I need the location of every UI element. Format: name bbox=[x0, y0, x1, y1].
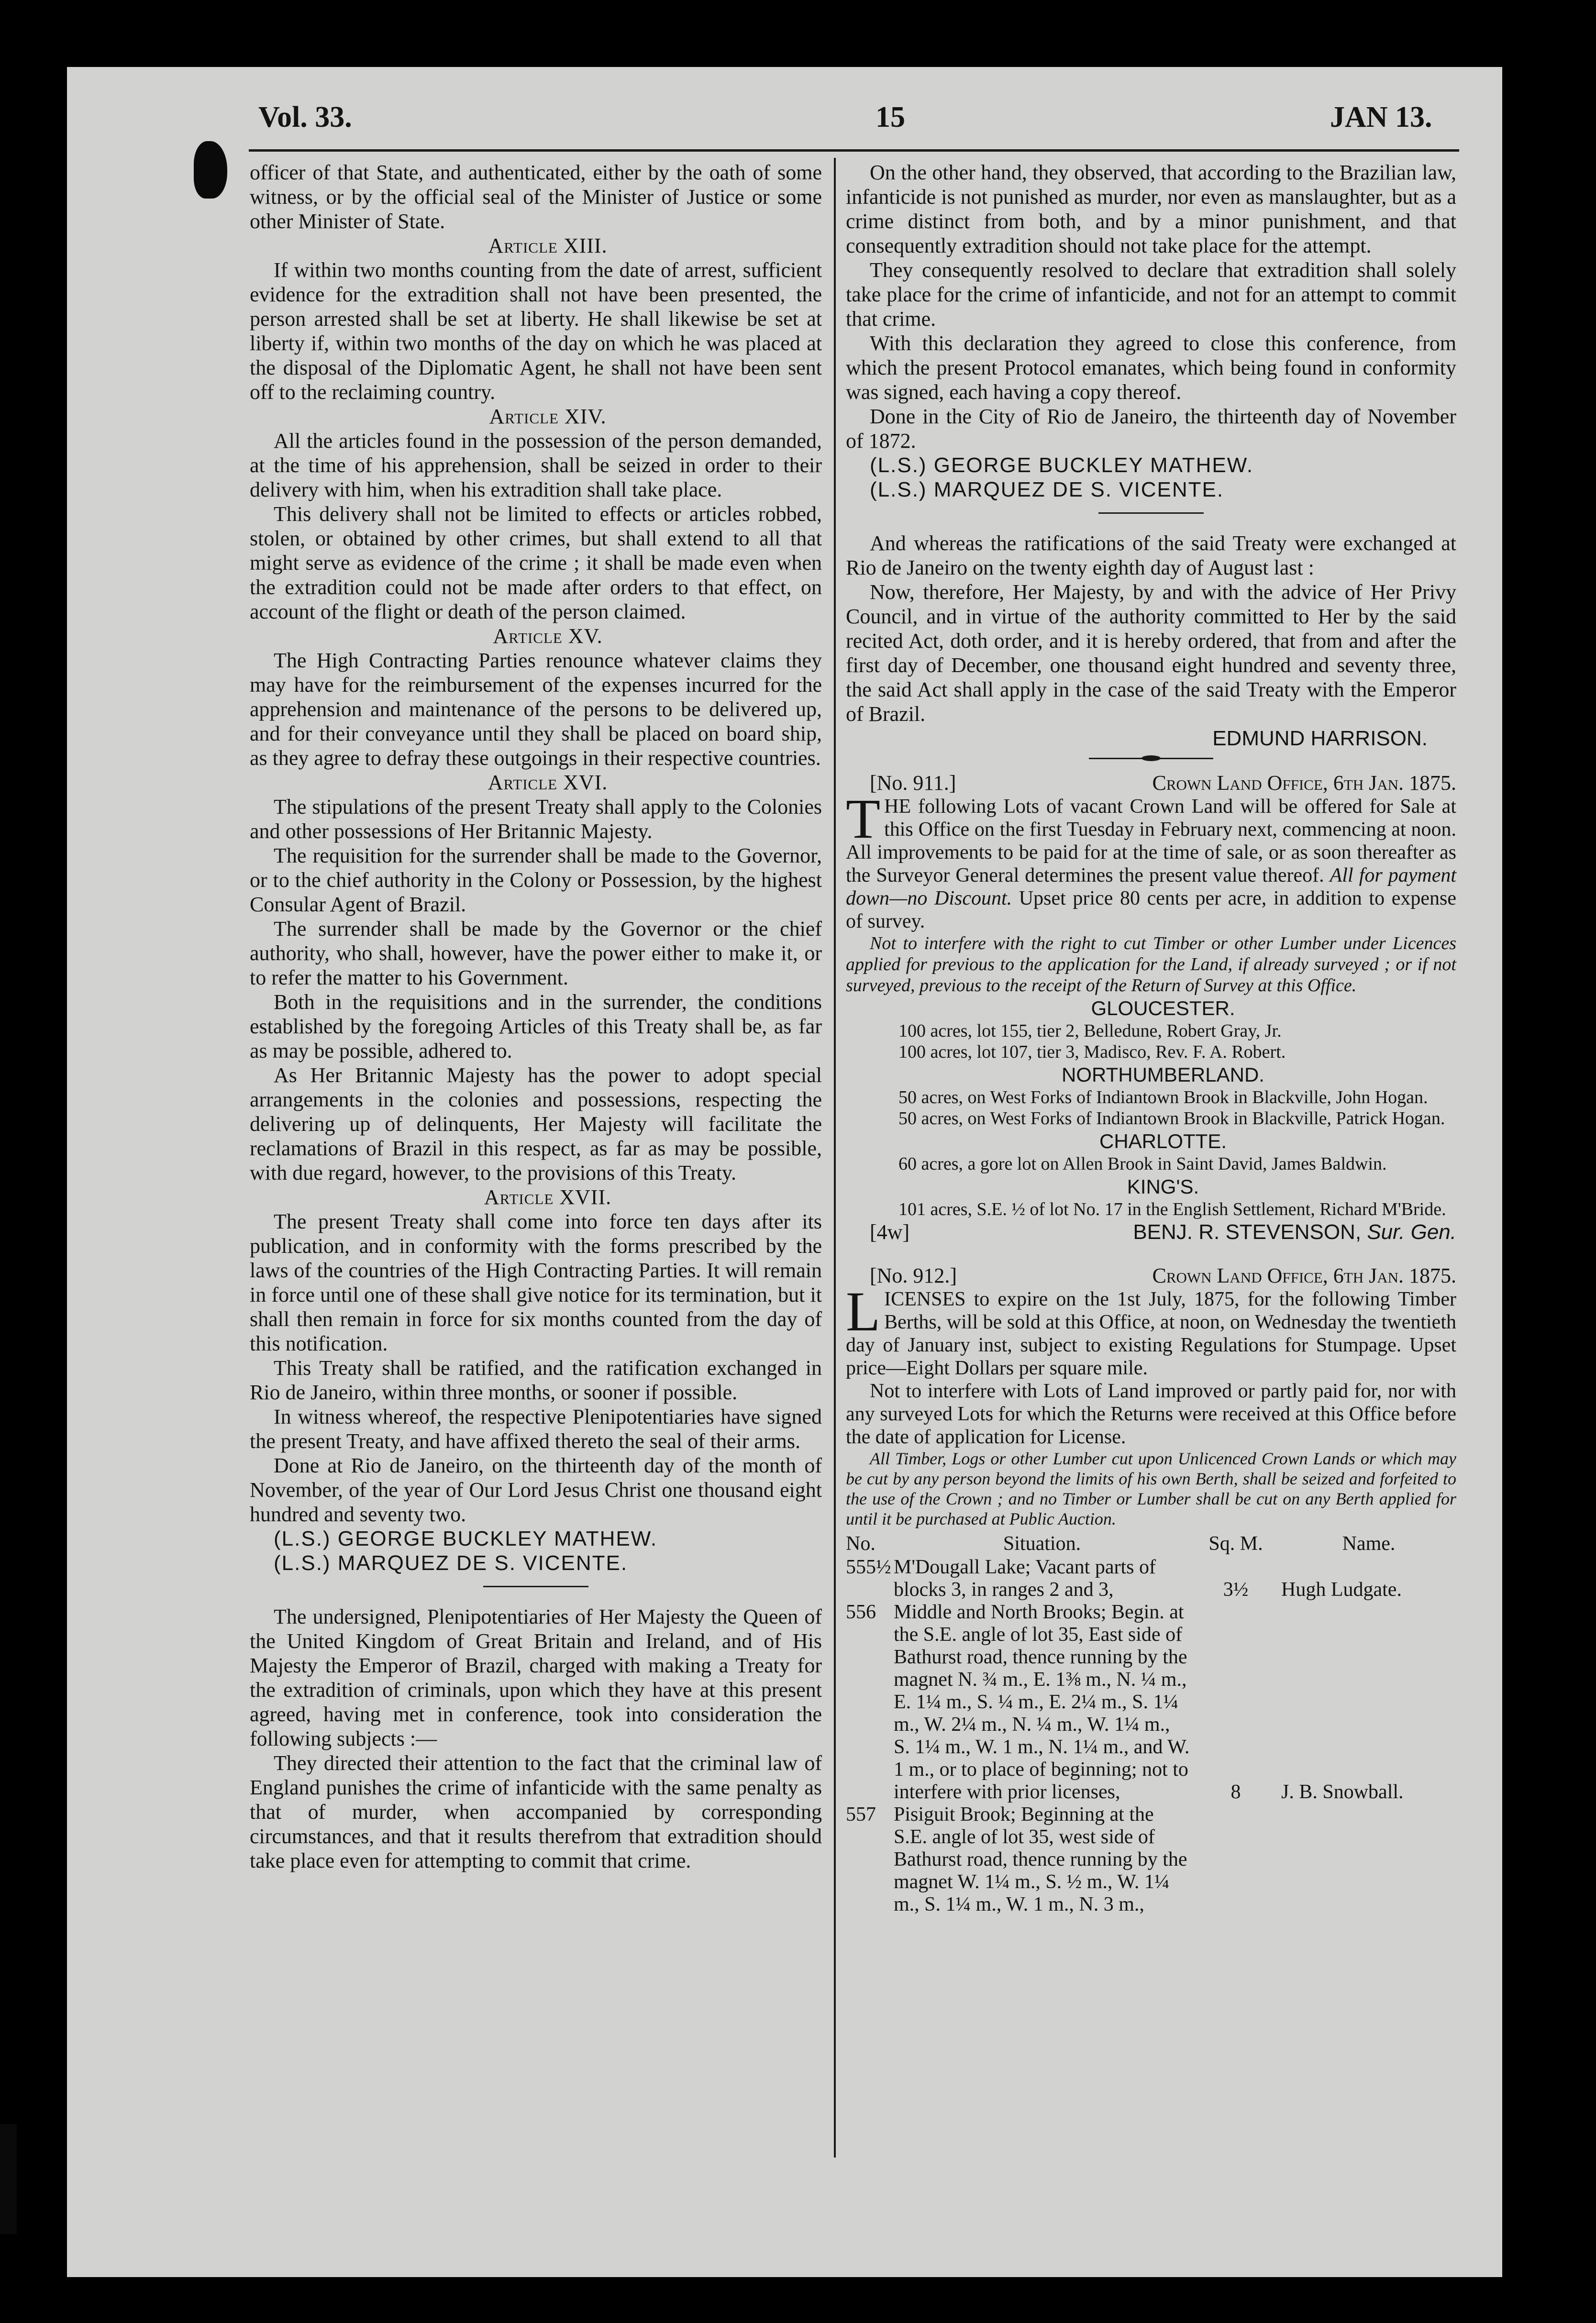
drop-capital: T bbox=[846, 787, 881, 850]
lot-entry: 50 acres, on West Forks of Indiantown Brook in Blackville, John Hogan. bbox=[898, 1087, 1428, 1107]
notice-body bbox=[846, 787, 1457, 933]
berth-name: J. B. Snowball. bbox=[1281, 1781, 1404, 1803]
notice-signature bbox=[846, 1220, 1456, 1244]
section-separator bbox=[1098, 512, 1204, 514]
table-row bbox=[846, 1556, 1456, 1601]
treaty-text: As Her Britannic Majesty has the power to adopt special arrangements in the colonies and possessions, respecting the delivering up of delinquents, Her Majesty will facilitate the reclamations of Brazil in this respect, as far as may be possible, with due regard, however, to the provisions of this Treaty. bbox=[250, 1063, 822, 1184]
header-rule bbox=[249, 149, 1459, 152]
notice-note: Not to interfere with the right to cut Timber or other Lumber under Licences applied for previous to the application for the Land, if already surveyed ; or if not surveyed, previous to the receipt of the Return of Survey at this Office. bbox=[846, 933, 1456, 996]
order-text: And whereas the ratifications of the said Treaty were exchanged at Rio de Janeiro on the twenty eighth day of August last : bbox=[846, 531, 1456, 579]
notice-tag: [4w] bbox=[870, 1220, 910, 1244]
page-header bbox=[258, 100, 1454, 148]
berth-name: Hugh Ludgate. bbox=[1281, 1579, 1402, 1601]
signatory: (L.S.) GEORGE BUCKLEY MATHEW. bbox=[274, 1527, 658, 1550]
protocol-text: They consequently resolved to declare that extradition shall solely take place for the crime of infanticide, and not for an attempt to commit that crime. bbox=[846, 258, 1456, 331]
notice-office: Crown Land Office, 6th Jan. 1875. bbox=[1152, 771, 1456, 795]
article-heading: Article XVII. bbox=[484, 1185, 612, 1209]
county-heading: NORTHUMBERLAND. bbox=[1062, 1063, 1264, 1086]
notice-number: [No. 912.] bbox=[870, 1264, 957, 1287]
article-heading: Article XVI. bbox=[488, 771, 608, 794]
notice-body-italic: All for payment down—no Discount. bbox=[846, 864, 1456, 909]
signature-block bbox=[1109, 1220, 1456, 1244]
notice-body bbox=[846, 1280, 1456, 1380]
section-separator bbox=[483, 1586, 588, 1587]
newspaper-page bbox=[67, 67, 1502, 2277]
page-number: 15 bbox=[876, 101, 905, 133]
notice-header bbox=[846, 771, 1456, 795]
berth-name bbox=[1281, 1803, 1456, 1916]
lot-entry: 60 acres, a gore lot on Allen Brook in Saint David, James Baldwin. bbox=[898, 1154, 1387, 1174]
lot-entry: 50 acres, on West Forks of Indiantown Brook in Blackville, Patrick Hogan. bbox=[898, 1108, 1445, 1128]
notice-number: [No. 911.] bbox=[870, 771, 956, 795]
treaty-text: If within two months counting from the date of arrest, sufficient evidence for the extradition shall not have been presented, the person arrested shall be set at liberty. He shall likewise be set at liberty if, within two months of the day on which he was placed at the disposal of the Diplomatic Agent, he shall not have been sent off to the reclaiming country. bbox=[250, 258, 822, 404]
issue-date: JAN 13. bbox=[1330, 101, 1432, 133]
treaty-text: This delivery shall not be limited to effects or articles robbed, stolen, or obtained by other crimes, but shall extend to all that might serve as evidence of the crime ; it shall be made even when the extradition could not be made after orders to that effect, on account of the flight or death of the person claimed. bbox=[250, 502, 822, 623]
col-no: No. bbox=[846, 1533, 876, 1555]
notice-office: Crown Land Office, 6th Jan. 1875. bbox=[1152, 1264, 1456, 1287]
treaty-text: The stipulations of the present Treaty shall apply to the Colonies and other possessions of Her Britannic Majesty. bbox=[250, 795, 822, 843]
berth-situation: Pisiguit Brook; Beginning at the S.E. angle of lot 35, west side of Bathurst road, thence running by the magnet W. 1¼ m., S. ½ m., W. 1¼ m., S. 1¼ m., W. 1 m., N. 3 m., bbox=[894, 1803, 1187, 1915]
treaty-text: The present Treaty shall come into force ten days after its publication, and in conformity with the forms prescribed by the laws of the countries of the High Contracting Parties. It will remain in force until one of these shall give notice for its termination, but it shall then remain in force for six months counted from the day of this notification. bbox=[250, 1210, 822, 1355]
treaty-text: All the articles found in the possession of the person demanded, at the time of his apprehension, shall be seized in order to their delivery with him, when his extradition shall take place. bbox=[250, 429, 822, 501]
notice-header bbox=[846, 1263, 1456, 1288]
county-heading: CHARLOTTE. bbox=[1099, 1130, 1227, 1152]
volume-label: Vol. 33. bbox=[258, 101, 352, 133]
col-situation: Situation. bbox=[1003, 1533, 1081, 1555]
order-text: Now, therefore, Her Majesty, by and with the advice of Her Privy Council, and in virtue of the authority committed to Her by the said recited Act, doth order, and it is hereby ordered, that from and after the first day of December, one thousand eight hundred and seventy three, the said Act shall apply in the case of the said Treaty with the Emperor of Brazil. bbox=[846, 580, 1456, 726]
treaty-text: The surrender shall be made by the Governor or the chief authority, who shall, however, have the power either to make it, or to refer the matter to his Government. bbox=[250, 917, 822, 989]
col-sqm: Sq. M. bbox=[1208, 1533, 1263, 1555]
signatory: (L.S.) MARQUEZ DE S. VICENTE. bbox=[870, 478, 1224, 501]
protocol-text: They directed their attention to the fact that the criminal law of England punishes the crime of infanticide with the same penalty as that of murder, when accompanied by corresponding circumstances, and that it results therefrom that extradition should take place even for attempting to commit that crime. bbox=[250, 1751, 822, 1872]
berth-table-header bbox=[846, 1532, 1456, 1556]
col-name: Name. bbox=[1342, 1533, 1396, 1555]
treaty-text: In witness whereof, the respective Plenipotentiaries have signed the present Treaty, and have affixed thereto the seal of their arms. bbox=[250, 1405, 822, 1453]
right-column bbox=[846, 160, 1456, 1916]
signer-name: BENJ. R. STEVENSON, bbox=[1133, 1220, 1362, 1244]
scan-edge-mark bbox=[0, 2124, 17, 2234]
treaty-text: officer of that State, and authenticated, either by the oath of some witness, or by the official seal of the Minister of Justice or some other Minister of State. bbox=[250, 161, 822, 233]
signer-title: Sur. Gen. bbox=[1367, 1220, 1456, 1244]
treaty-text: Both in the requisitions and in the surrender, the conditions established by the foregoing Articles of this Treaty shall be, as far as may be possible, adhered to. bbox=[250, 990, 822, 1062]
notice-body-text: HE following Lots of vacant Crown Land will be offered for Sale at this Office on the first Tuesday in February next, commencing at noon. All improvements to be paid for at the time of sale, or as soon thereafter as the Surveyor General determines the present value thereof. bbox=[846, 796, 1456, 886]
order-signer: EDMUND HARRISON. bbox=[1212, 727, 1428, 750]
berth-situation: M'Dougall Lake; Vacant parts of blocks 3, in ranges 2 and 3, bbox=[894, 1556, 1156, 1601]
berth-no: 557 bbox=[846, 1803, 876, 1825]
notice-body-text: ICENSES to expire on the 1st July, 1875, for the following Timber Berths, will be sold at this Office, at noon, on Wednesday the twentieth day of January inst, subject to existing Regulations for Stumpage. Upset price—Eight Dollars per square mile. bbox=[846, 1288, 1456, 1379]
article-heading: Article XIII. bbox=[488, 234, 608, 257]
article-heading: Article XV. bbox=[493, 624, 603, 648]
notice-note: All Timber, Logs or other Lumber cut upon Unlicenced Crown Lands or which may be cut by any person beyond the limits of his own Berth, shall be seized and forfeited to the use of the Crown ; and no Timber or Lumber shall be cut on any Berth applied for until it be purchased at Public Auction. bbox=[846, 1449, 1456, 1528]
county-heading: GLOUCESTER. bbox=[1091, 997, 1235, 1019]
lot-entry: 100 acres, lot 155, tier 2, Belledune, Robert Gray, Jr. bbox=[898, 1021, 1282, 1041]
protocol-text: Done in the City of Rio de Janeiro, the thirteenth day of November of 1872. bbox=[846, 405, 1456, 453]
signatory: (L.S.) MARQUEZ DE S. VICENTE. bbox=[274, 1551, 628, 1575]
lot-entry: 101 acres, S.E. ½ of lot No. 17 in the English Settlement, Richard M'Bride. bbox=[898, 1199, 1446, 1219]
protocol-text: With this declaration they agreed to close this conference, from which the present Protocol emanates, which being found in conformity was signed, each having a copy thereof. bbox=[846, 332, 1456, 404]
berth-no: 556 bbox=[846, 1601, 876, 1623]
protocol-text: On the other hand, they observed, that according to the Brazilian law, infanticide is not punished as murder, nor even as manslaughter, but as a crime distinct from both, and by a minor punishment, and that consequently extradition should not take place for the attempt. bbox=[846, 161, 1456, 257]
berth-sqm: 3½ bbox=[1223, 1579, 1249, 1601]
notice-911 bbox=[846, 771, 1456, 1244]
drop-capital: L bbox=[846, 1280, 881, 1343]
ornament-divider bbox=[1089, 755, 1213, 761]
left-column bbox=[250, 160, 822, 1873]
treaty-text: Done at Rio de Janeiro, on the thirteenth day of the month of November, of the year of Our Lord Jesus Christ one thousand eight hundred and seventy two. bbox=[250, 1454, 822, 1526]
berth-no: 555½ bbox=[846, 1556, 891, 1578]
berth-situation: Middle and North Brooks; Begin. at the S.E. angle of lot 35, East side of Bathurst road, thence running by the magnet N. ¾ m., E. 1⅜ m., N. ¼ m., E. 1¼ m., S. ¼ m., E. 2¼ m., S. 1¼ m., W. 2¼ m., N. ¼ m., W. 1¼ m., S. 1¼ m., W. 1 m., N. 1¼ m., and W. 1 m., or to place of beginning; not to interfere with prior licenses, bbox=[894, 1601, 1190, 1803]
notice-paragraph: Not to interfere with Lots of Land improved or partly paid for, nor with any surveyed Lots for which the Returns were received at this Office before the date of application for License. bbox=[846, 1380, 1456, 1448]
treaty-text: This Treaty shall be ratified, and the ratification exchanged in Rio de Janeiro, within three months, or sooner if possible. bbox=[250, 1356, 822, 1404]
county-heading: KING'S. bbox=[1127, 1175, 1199, 1198]
berth-sqm bbox=[1190, 1803, 1281, 1916]
column-divider bbox=[834, 158, 836, 2157]
lot-entry: 100 acres, lot 107, tier 3, Madisco, Rev. F. A. Robert. bbox=[898, 1042, 1286, 1062]
article-heading: Article XIV. bbox=[489, 405, 607, 428]
protocol-text: The undersigned, Plenipotentiaries of Her Majesty the Queen of the United Kingdom of Great Britain and Ireland, and of His Majesty the Emperor of Brazil, charged with making a Treaty for the extradition of criminals, upon which they have at this present agreed, having met in conference, took into consideration the following subjects :— bbox=[250, 1605, 822, 1750]
ink-blot bbox=[194, 141, 227, 199]
treaty-text: The High Contracting Parties renounce whatever claims they may have for the reimbursement of the expenses incurred for the apprehension and maintenance of the persons to be delivered up, and for their conveyance until they shall be placed on board ship, as they agree to defray these outgoings in their respective countries. bbox=[250, 649, 822, 770]
signatory: (L.S.) GEORGE BUCKLEY MATHEW. bbox=[870, 454, 1254, 477]
treaty-text: The requisition for the surrender shall be made to the Governor, or to the chief authority in the Colony or Possession, by the highest Consular Agent of Brazil. bbox=[250, 844, 822, 916]
table-row bbox=[846, 1601, 1456, 1803]
table-row bbox=[846, 1803, 1456, 1916]
berth-sqm: 8 bbox=[1230, 1781, 1241, 1803]
notice-912 bbox=[846, 1263, 1456, 1916]
notice-body-tail: Upset price 80 cents per acre, in addition to expense of survey. bbox=[846, 887, 1457, 932]
